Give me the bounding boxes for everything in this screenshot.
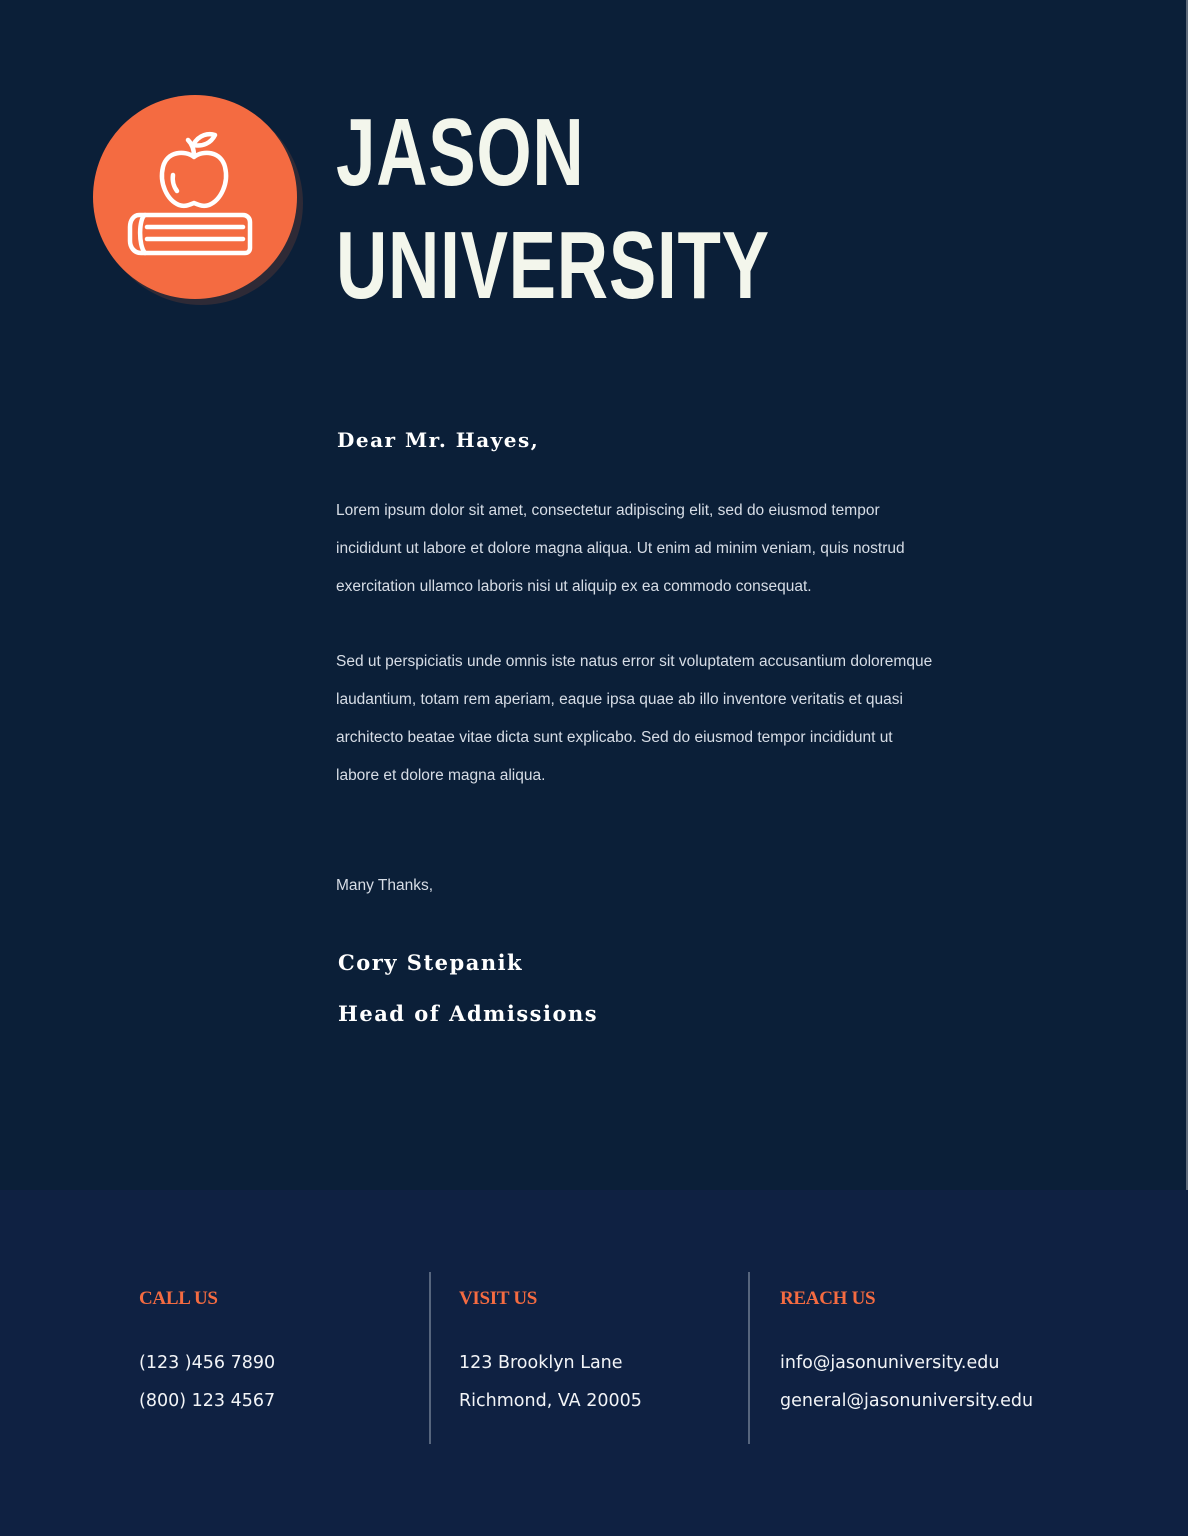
address-line-1: 123 Brooklyn Lane xyxy=(459,1353,623,1373)
apple-on-book-icon xyxy=(93,95,297,299)
closing-line: Many Thanks, xyxy=(336,877,434,894)
signer-title: Head of Admissions xyxy=(338,1001,599,1026)
university-name-line1: JASON xyxy=(336,99,585,206)
visit-us-heading: VISIT US xyxy=(459,1288,538,1309)
reach-us-heading: REACH US xyxy=(780,1288,876,1309)
university-logo xyxy=(93,95,297,299)
salutation: Dear Mr. Hayes, xyxy=(337,428,540,452)
call-us-heading: CALL US xyxy=(139,1288,218,1309)
university-name-line2: UNIVERSITY xyxy=(336,212,770,319)
footer-divider-2 xyxy=(748,1272,750,1444)
address-line-2: Richmond, VA 20005 xyxy=(459,1391,642,1411)
email-info-link[interactable]: info@jasonuniversity.edu xyxy=(780,1353,1000,1373)
phone-number-2[interactable]: (800) 123 4567 xyxy=(139,1391,276,1411)
letter-body xyxy=(336,492,936,833)
letter-paragraph-1: Lorem ipsum dolor sit amet, consectetur adipiscing elit, sed do eiusmod tempor incididunt ut labore et dolore magna aliqua. Ut enim ad minim veniam, quis nostrud exercitation ullamco laboris nisi ut aliquip ex ea commodo consequat. xyxy=(336,502,905,595)
footer-divider-1 xyxy=(429,1272,431,1444)
phone-number-1[interactable]: (123 )456 7890 xyxy=(139,1353,276,1373)
letter-paragraph-2: Sed ut perspiciatis unde omnis iste natus error sit voluptatem accusantium doloremque laudantium, totam rem aperiam, eaque ipsa quae ab illo inventore veritatis et quasi architecto beatae vitae dicta sunt explicabo. Sed do eiusmod tempor incididunt ut labore et dolore magna aliqua. xyxy=(336,653,933,784)
contact-footer xyxy=(0,1190,1188,1536)
university-name xyxy=(336,96,770,322)
signer-name: Cory Stepanik xyxy=(338,950,524,975)
email-general-link[interactable]: general@jasonuniversity.edu xyxy=(780,1391,1034,1411)
